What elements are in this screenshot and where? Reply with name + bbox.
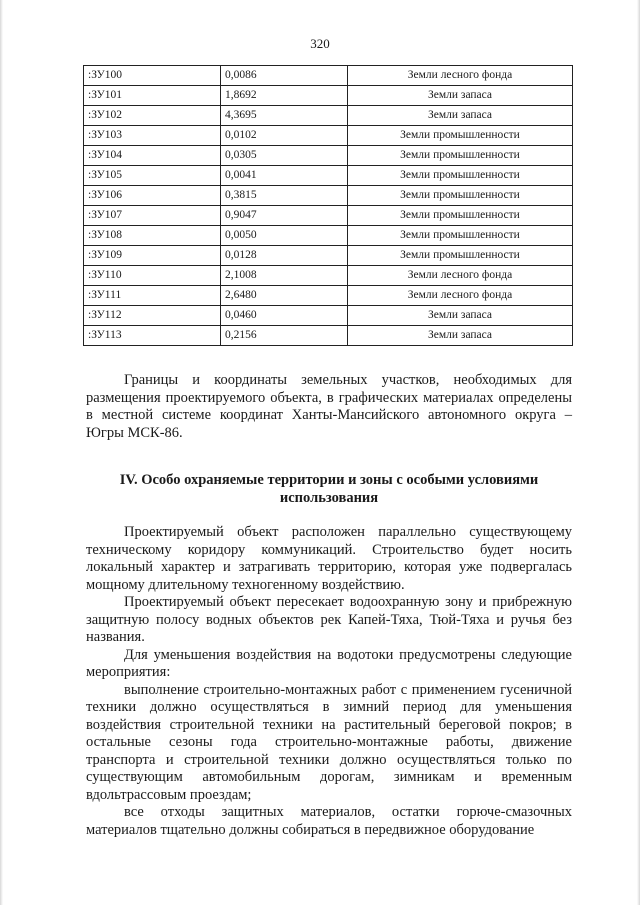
parcel-category-cell: Земли промышленности	[348, 186, 573, 206]
parcel-area-cell: 0,0128	[221, 246, 348, 266]
parcel-area-cell: 0,0086	[221, 66, 348, 86]
table-row	[84, 286, 573, 306]
table-row	[84, 226, 573, 246]
parcel-id-cell: :ЗУ104	[84, 146, 221, 166]
parcel-id-cell: :ЗУ108	[84, 226, 221, 246]
table-row	[84, 126, 573, 146]
table-row	[84, 306, 573, 326]
parcel-id-cell: :ЗУ100	[84, 66, 221, 86]
parcel-id-cell: :ЗУ111	[84, 286, 221, 306]
table-row	[84, 186, 573, 206]
parcel-area-cell: 2,1008	[221, 266, 348, 286]
parcel-category-cell: Земли запаса	[348, 86, 573, 106]
table-row	[84, 86, 573, 106]
section-paragraph-4: выполнение строительно-монтажных работ с применением гусеничной техники должно осуществляться в зимний период для уменьшения воздействия строительной техники на растительный береговой покров; в остальные сезоны года строительно-монтажные работы, движение транспорта и строительной техники должно осуществляться только по существующим автомобильным дорогам, зимникам и временным вдольтрассовым проездам;	[86, 681, 572, 803]
section-paragraph-1: Проектируемый объект расположен параллельно существующему техническому коридору коммуникаций. Строительство будет носить локальный характер и затрагивать территорию, которая уже подвергалась мощному длительному техногенному воздействию.	[86, 524, 572, 593]
parcel-category-cell: Земли лесного фонда	[348, 266, 573, 286]
intro-paragraph: Границы и координаты земельных участков, необходимых для размещения проектируемого объекта, в графических материалах определены в местной системе координат Ханты-Мансийского автономного округа – Югры МСК-86.	[86, 372, 572, 441]
parcel-id-cell: :ЗУ106	[84, 186, 221, 206]
parcel-area-cell: 0,9047	[221, 206, 348, 226]
parcel-id-cell: :ЗУ107	[84, 206, 221, 226]
section-paragraph-3: Для уменьшения воздействия на водотоки предусмотрены следующие мероприятия:	[86, 646, 572, 680]
table-row	[84, 66, 573, 86]
parcel-area-cell: 0,0050	[221, 226, 348, 246]
table-row	[84, 146, 573, 166]
parcel-area-cell: 0,0460	[221, 306, 348, 326]
page-number: 320	[310, 36, 330, 51]
parcel-area-cell: 4,3695	[221, 106, 348, 126]
parcel-area-cell: 0,0041	[221, 166, 348, 186]
parcel-id-cell: :ЗУ113	[84, 326, 221, 346]
parcel-area-cell: 0,3815	[221, 186, 348, 206]
parcel-id-cell: :ЗУ105	[84, 166, 221, 186]
section-body	[86, 524, 572, 839]
land-parcels-table-body	[84, 66, 573, 346]
parcel-id-cell: :ЗУ101	[84, 86, 221, 106]
parcel-area-cell: 1,8692	[221, 86, 348, 106]
section-paragraph-5: все отходы защитных материалов, остатки горюче-смазочных материалов тщательно должны собираться в передвижное оборудование	[86, 804, 572, 838]
parcel-id-cell: :ЗУ112	[84, 306, 221, 326]
parcel-area-cell: 2,6480	[221, 286, 348, 306]
parcel-area-cell: 0,2156	[221, 326, 348, 346]
parcel-category-cell: Земли лесного фонда	[348, 286, 573, 306]
table-row	[84, 326, 573, 346]
parcel-category-cell: Земли запаса	[348, 326, 573, 346]
table-row	[84, 246, 573, 266]
table-row	[84, 166, 573, 186]
parcel-id-cell: :ЗУ103	[84, 126, 221, 146]
intro-text-block	[86, 372, 572, 442]
parcel-category-cell: Земли промышленности	[348, 126, 573, 146]
parcel-id-cell: :ЗУ102	[84, 106, 221, 126]
parcel-category-cell: Земли запаса	[348, 106, 573, 126]
section-paragraph-2: Проектируемый объект пересекает водоохранную зону и прибрежную защитную полосу водных объектов рек Капей-Тяха, Тюй-Тяха и ручья без названия.	[86, 594, 572, 645]
section-heading: IV. Особо охраняемые территории и зоны с особыми условиями использования	[119, 472, 539, 506]
parcel-category-cell: Земли промышленности	[348, 226, 573, 246]
parcel-category-cell: Земли промышленности	[348, 146, 573, 166]
parcel-id-cell: :ЗУ110	[84, 266, 221, 286]
parcel-category-cell: Земли запаса	[348, 306, 573, 326]
parcel-category-cell: Земли промышленности	[348, 206, 573, 226]
table-row	[84, 206, 573, 226]
parcel-category-cell: Земли лесного фонда	[348, 66, 573, 86]
parcel-category-cell: Земли промышленности	[348, 166, 573, 186]
parcel-id-cell: :ЗУ109	[84, 246, 221, 266]
parcel-area-cell: 0,0305	[221, 146, 348, 166]
land-parcels-table	[83, 65, 573, 346]
table-row	[84, 266, 573, 286]
parcel-category-cell: Земли промышленности	[348, 246, 573, 266]
scan-edge-left	[0, 0, 3, 905]
parcel-area-cell: 0,0102	[221, 126, 348, 146]
table-row	[84, 106, 573, 126]
